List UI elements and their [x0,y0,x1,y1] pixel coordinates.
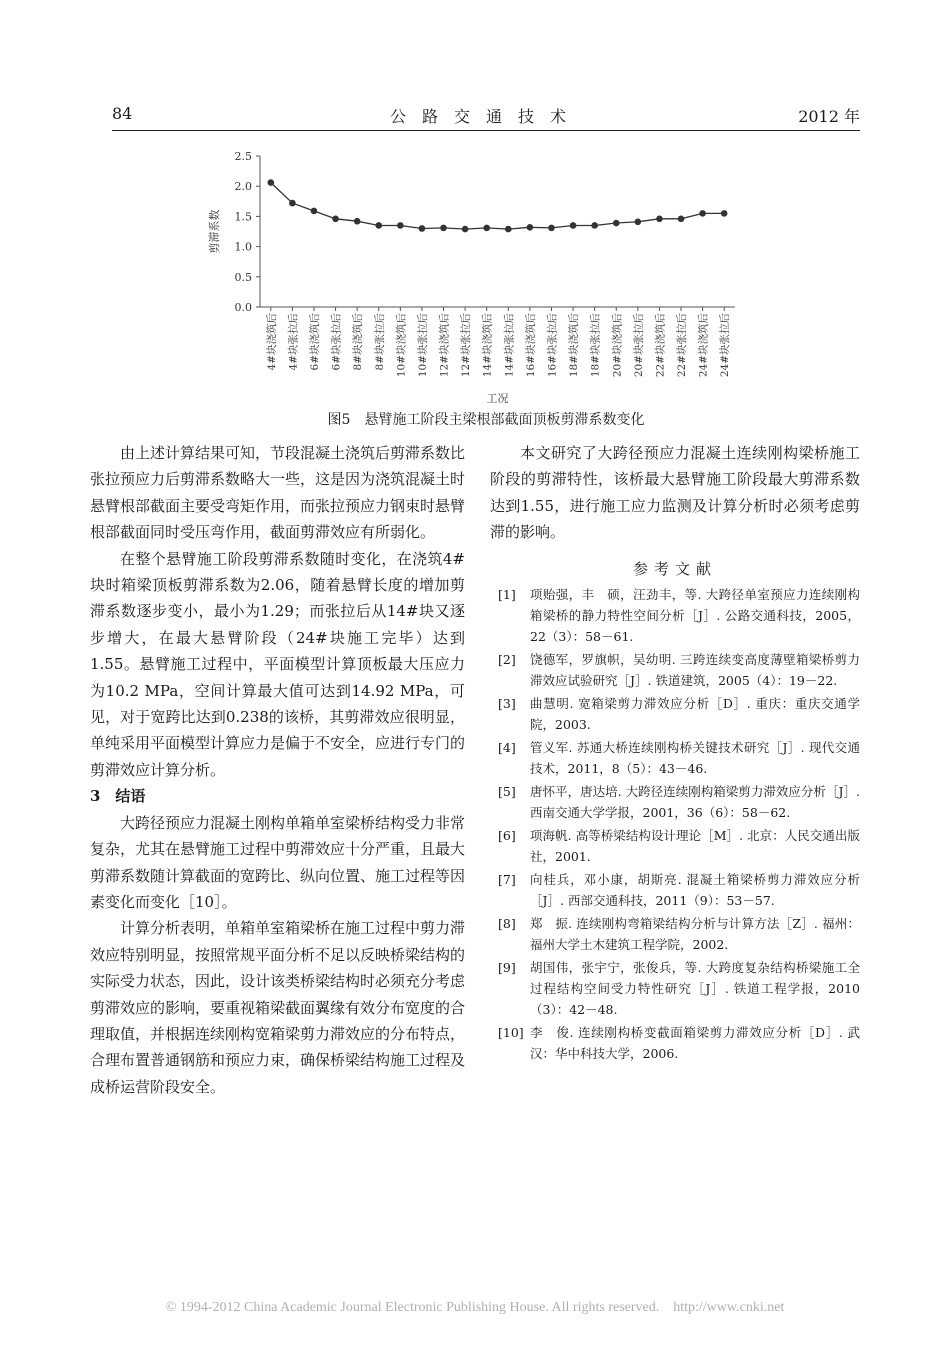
references-title: 参考文献 [632,559,717,578]
header-rule [112,130,860,131]
x-tick-label: 8#块浇筑后 [352,313,365,371]
right-column [490,440,860,1066]
reference-text: 项贻强，丰 硕，汪劲丰，等. 大跨径单室预应力连续刚构箱梁桥的静力特性空间分析［J］. 公路交通科技，2005，22（3）：58－61. [530,587,860,645]
x-tick-label: 18#块浇筑后 [568,313,581,378]
data-point [397,222,404,229]
issue-year: 2012 年 [798,107,860,126]
x-tick-label: 24#块浇筑后 [697,313,710,378]
data-point [613,220,620,227]
reference-number: [6] [498,828,516,844]
data-point [678,216,685,223]
reference-text: 曲慧明. 宽箱梁剪力滞效应分析［D］. 重庆：重庆交通学院，2003. [530,696,860,733]
x-tick-label: 12#块浇筑后 [438,313,451,378]
x-tick-label: 8#块张拉后 [373,313,386,371]
reference-text: 项海帆. 高等桥梁结构设计理论［M］. 北京：人民交通出版社，2001. [530,828,860,865]
data-point [527,224,534,231]
reference-item [490,869,860,911]
x-tick-label: 4#块浇筑后 [265,313,278,371]
series-line [271,183,724,230]
y-axis-label: 剪滞系数 [208,209,221,254]
reference-number: [3] [498,696,516,712]
reference-item [490,737,860,779]
copyright-footer: © 1994-2012 China Academic Journal Electronic Publishing House. All rights reserved. http://www.cnki.net [165,1300,785,1315]
reference-item [490,957,860,1020]
section-heading: 3 结语 [90,787,146,806]
paragraph: 大跨径预应力混凝土刚构单箱单室梁桥结构受力非常复杂，尤其在悬臂施工过程中剪滞效应十分严重，且最大剪滞系数随计算截面的宽跨比、纵向位置、施工过程等因素变化而变化［10］。 [90,813,466,911]
x-tick-label: 10#块浇筑后 [395,313,408,378]
reference-item [490,693,860,735]
data-point [332,216,339,223]
data-point [570,222,577,229]
y-tick-label: 2.0 [234,180,252,194]
x-tick-label: 16#块张拉后 [546,313,559,378]
reference-text: 管义军. 苏通大桥连续刚构桥关键技术研究［J］. 现代交通技术，2011，8（5）：43－46. [530,740,860,777]
journal-title: 公路交通技术 [389,107,582,126]
reference-text: 向桂兵，邓小康，胡斯亮. 混凝土箱梁桥剪力滞效应分析［J］. 西部交通科技，2011（9）：53－57. [530,872,860,909]
figure-caption: 图5 悬臂施工阶段主梁根部截面顶板剪滞系数变化 [327,412,645,428]
reference-number: [8] [498,916,516,932]
reference-text: 郑 振. 连续刚构弯箱梁结构分析与计算方法［Z］. 福州：福州大学土木建筑工程学院，2002. [530,916,860,953]
data-point [699,210,706,217]
y-tick-label: 0.0 [234,301,252,314]
x-tick-label: 10#块张拉后 [416,313,429,378]
y-tick-label: 1.5 [234,210,252,224]
reference-item [490,825,860,867]
data-point [548,225,555,232]
x-tick-label: 6#块浇筑后 [308,313,321,371]
y-tick-label: 0.5 [234,270,252,284]
data-point [354,218,361,225]
left-column [90,440,465,1100]
paragraph: 本文研究了大跨径预应力混凝土连续刚构梁桥施工阶段的剪滞特性，该桥最大悬臂施工阶段最大剪滞系数达到1.55，进行施工应力监测及计算分析时必须考虑剪滞的影响。 [490,444,860,542]
reference-text: 胡国伟，张宇宁，张俊兵，等. 大跨度复杂结构桥梁施工全过程结构空间受力特性研究［J］. 铁道工程学报，2010（3）：42－48. [530,960,860,1018]
paragraph: 在整个悬臂施工阶段剪滞系数随时变化，在浇筑4#块时箱梁顶板剪滞系数为2.06，随着悬臂长度的增加剪滞系数逐步变小，最小为1.29；而张拉后从14#块又逐步增大，在最大悬臂阶段（24#块施工完毕）达到1.55。悬臂施工过程中，平面模型计算顶板最大压应力为10.2 MPa，空间计算最大值可达到14.92 MPa，可见，对于宽跨比达到0.238的该桥，其剪滞效应很明显，单纯采用平面模型计算应力是偏于不安全，应进行专门的剪滞效应计算分析。 [90,549,466,779]
data-point [591,222,598,229]
reference-number: [1] [498,587,516,603]
data-point [440,225,447,232]
data-point [419,225,426,232]
data-point [656,216,663,223]
x-tick-label: 20#块浇筑后 [611,313,624,378]
data-point [635,219,642,226]
data-point [375,222,382,229]
paragraph: 计算分析表明，单箱单室箱梁桥在施工过程中剪力滞效应特别明显，按照常规平面分析不足以反映桥梁结构的实际受力状态，因此，设计该类桥梁结构时必须充分考虑剪滞效应的影响，要重视箱梁截面翼缘有效分布宽度的合理取值，并根据连续刚构宽箱梁剪力滞效应的分布特点，合理布置普通钢筋和预应力束，确保桥梁结构施工过程及成桥运营阶段安全。 [90,919,466,1096]
data-point [721,210,728,217]
x-tick-label: 22#块浇筑后 [654,313,667,378]
reference-item [490,1022,860,1064]
y-tick-label: 1.0 [234,240,252,254]
reference-text: 饶德军，罗旗帜，吴幼明. 三跨连续变高度薄壁箱梁桥剪力滞效应试验研究［J］. 铁道建筑，2005（4）：19－22. [530,652,860,689]
reference-number: [9] [498,960,516,976]
reference-item [490,649,860,691]
reference-item [490,913,860,955]
x-tick-label: 14#块浇筑后 [481,313,494,378]
reference-item [490,781,860,823]
x-axis-label: 工况 [486,392,509,405]
reference-text: 李 俊. 连续刚构桥变截面箱梁剪力滞效应分析［D］. 武汉：华中科技大学，2006. [530,1025,860,1062]
x-tick-label: 12#块张拉后 [460,313,473,378]
reference-item [490,584,860,647]
shear-lag-chart [200,140,760,410]
data-point [505,226,512,233]
paragraph: 由上述计算结果可知，节段混凝土浇筑后剪滞系数比张拉预应力后剪滞系数略大一些，这是因为浇筑混凝土时悬臂根部截面主要受弯矩作用，而张拉预应力钢束时悬臂根部截面同时受压弯作用，截面剪滞效应有所弱化。 [90,444,466,542]
x-tick-label: 6#块张拉后 [330,313,343,371]
y-tick-label: 2.5 [234,150,252,163]
x-tick-label: 16#块浇筑后 [524,313,537,378]
reference-number: [2] [498,652,516,668]
x-tick-label: 22#块张拉后 [676,312,689,378]
data-point [289,200,296,207]
reference-number: [10] [498,1025,524,1041]
reference-number: [7] [498,872,516,888]
data-point [311,208,318,215]
reference-text: 唐怀平，唐达培. 大跨径连续刚构箱梁剪力滞效应分析［J］. 西南交通大学学报，2001，36（6）：58－62. [530,784,860,821]
reference-list [490,584,860,1064]
x-tick-label: 18#块张拉后 [589,313,602,378]
x-tick-label: 20#块张拉后 [632,313,645,378]
data-point [483,225,490,232]
x-tick-label: 14#块张拉后 [503,313,516,378]
data-point [462,226,469,233]
x-tick-label: 24#块张拉后 [719,313,732,378]
x-tick-label: 4#块张拉后 [287,313,300,371]
running-header [112,104,860,130]
page-number: 84 [112,104,133,123]
data-point [267,179,274,186]
reference-number: [4] [498,740,516,756]
reference-number: [5] [498,784,516,800]
